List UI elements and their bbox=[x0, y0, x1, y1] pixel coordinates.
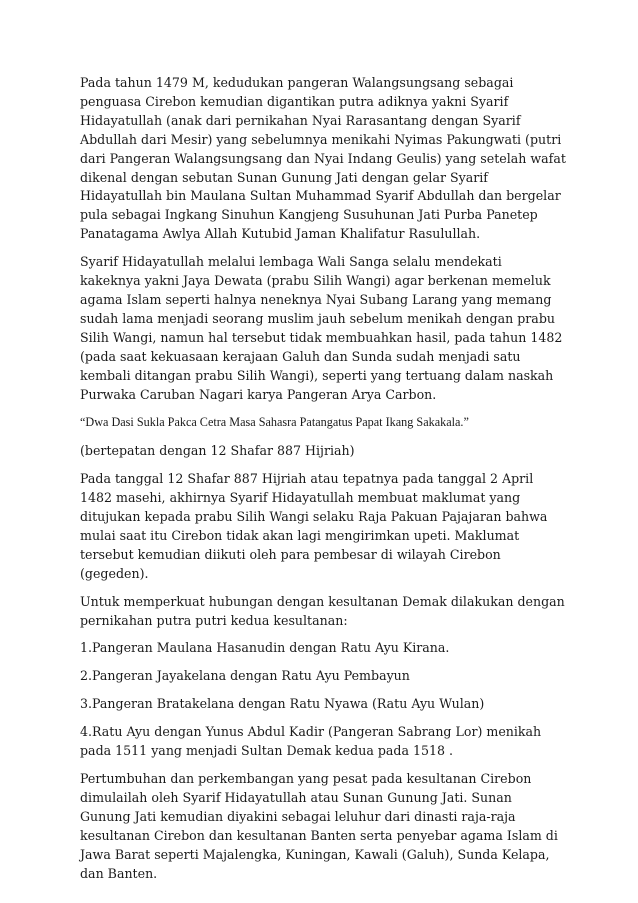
quote-sakakala: “Dwa Dasi Sukla Pakca Cetra Masa Sahasra Patangatus Papat Ikang Sakakala.” bbox=[80, 415, 469, 430]
document-page bbox=[80, 74, 566, 892]
paragraph-growth: Pertumbuhan dan perkembangan yang pesat pada kesultanan Cirebon dimulailah oleh Syarif Hidayatullah atau Sunan Gunung Jati. Sunan Gunung Jati kemudian diyakini sebagai leluhur dari dinasti raja-raja kesultanan Cirebon dan kesultanan Banten serta penyebar agama Islam di Jawa Barat seperti Majalengka, Kuningan, Kawali (Galuh), Sunda Kelapa, dan Banten. bbox=[80, 771, 558, 881]
paragraph-wali-sanga: Syarif Hidayatullah melalui lembaga Wali Sanga selalu mendekati kakeknya yakni Jaya Dewata (prabu Silih Wangi) agar berkenan memeluk agama Islam seperti halnya neneknya Nyai Subang Larang yang memang sudah lama menjadi seorang muslim jauh sebelum menikah dengan prabu Silih Wangi, namun hal tersebut tidak membuahkan hasil, pada tahun 1482 (pada saat kekuasaan kerajaan Galuh dan Sunda sudah menjadi satu kembali ditangan prabu Silih Wangi), seperti yang tertuang dalam naskah Purwaka Caruban Nagari karya Pangeran Arya Carbon. bbox=[80, 254, 563, 402]
date-note: (bertepatan dengan 12 Shafar 887 Hijriah) bbox=[80, 443, 355, 459]
paragraph-demak: Untuk memperkuat hubungan dengan kesultanan Demak dilakukan dengan pernikahan putra putri kedua kesultanan: bbox=[80, 593, 565, 628]
list-item: 1.Pangeran Maulana Hasanudin dengan Ratu Ayu Kirana. bbox=[80, 640, 450, 656]
paragraph-succession: Pada tahun 1479 M, kedudukan pangeran Walangsungsang sebagai penguasa Cirebon kemudian digantikan putra adiknya yakni Syarif Hidayatullah (anak dari pernikahan Nyai Rarasantang dengan Syarif Abdullah dari Mesir) yang sebelumnya menikahi Nyimas Pakungwati (putri dari Pangeran Walangsungsang dan Nyai Indang Geulis) yang setelah wafat dikenal dengan sebutan Sunan Gunung Jati dengan gelar Syarif Hidayatullah bin Maulana Sultan Muhammad Syarif Abdullah dan bergelar pula sebagai Ingkang Sinuhun Kangjeng Susuhunan Jati Purba Panetep Panatagama Awlya Allah Kutubid Jaman Khalifatur Rasulullah. bbox=[80, 75, 566, 242]
list-item: 4.Ratu Ayu dengan Yunus Abdul Kadir (Pangeran Sabrang Lor) menikah pada 1511 yang menjadi Sultan Demak kedua pada 1518 . bbox=[80, 724, 542, 759]
paragraph-decree: Pada tanggal 12 Shafar 887 Hijriah atau tepatnya pada tanggal 2 April 1482 masehi, akhirnya Syarif Hidayatullah membuat maklumat yang ditujukan kepada prabu Silih Wangi selaku Raja Pakuan Pajajaran bahwa mulai saat itu Cirebon tidak akan lagi mengirimkan upeti. Maklumat tersebut kemudian diikuti oleh para pembesar di wilayah Cirebon (gegeden). bbox=[80, 471, 548, 581]
list-item: 2.Pangeran Jayakelana dengan Ratu Ayu Pembayun bbox=[80, 668, 410, 684]
list-item: 3.Pangeran Bratakelana dengan Ratu Nyawa (Ratu Ayu Wulan) bbox=[80, 696, 485, 712]
